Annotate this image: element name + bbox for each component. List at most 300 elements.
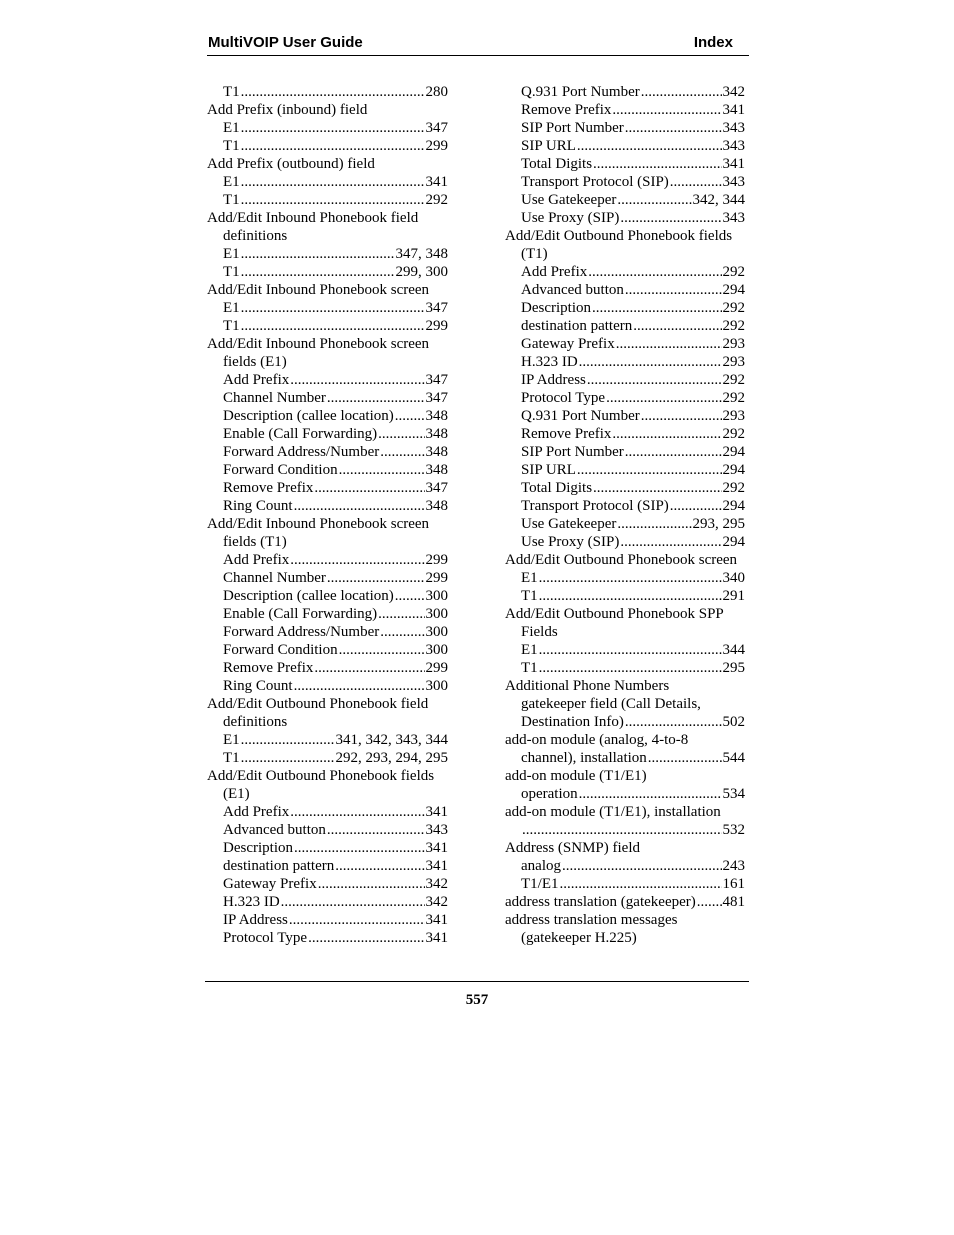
index-page-ref: 341 [722, 156, 745, 172]
index-term: Gateway Prefix [223, 876, 317, 892]
index-entry [207, 209, 448, 227]
page-header [207, 33, 749, 56]
dot-leader [562, 857, 722, 875]
index-term: SIP Port Number [521, 444, 624, 460]
index-entry [505, 209, 745, 227]
dot-leader [294, 677, 425, 695]
index-page-ref: 347 [425, 120, 448, 136]
index-term: Add Prefix (inbound) field [207, 102, 368, 118]
index-entry [207, 677, 448, 695]
index-page-ref: 299 [425, 660, 448, 676]
index-entry [505, 695, 745, 713]
index-page-ref: 292 [722, 300, 745, 316]
index-column-right [505, 83, 745, 947]
dot-leader [380, 623, 424, 641]
index-entry [207, 155, 448, 173]
index-entry [505, 839, 745, 857]
index-term: destination pattern [223, 858, 335, 874]
index-page-ref: 293 [722, 408, 745, 424]
index-page-ref: 348 [425, 462, 448, 478]
index-page-ref: 347 [425, 300, 448, 316]
index-entry [505, 101, 745, 119]
index-term: T1 [223, 84, 240, 100]
index-entry [505, 425, 745, 443]
index-entry [207, 497, 448, 515]
index-term: T1 [223, 138, 240, 154]
index-term: SIP URL [521, 138, 576, 154]
index-entry [207, 767, 448, 785]
dot-leader [335, 857, 424, 875]
index-entry [207, 803, 448, 821]
index-term: E1 [223, 246, 240, 262]
index-term: T1/E1 [521, 876, 559, 892]
index-page-ref: 299 [425, 318, 448, 334]
index-term: Remove Prefix [223, 660, 314, 676]
dot-leader [579, 785, 722, 803]
dot-leader [612, 101, 721, 119]
index-page-ref: 343 [722, 210, 745, 226]
index-page-ref: 293, 295 [692, 516, 745, 532]
footer-rule [205, 981, 749, 982]
index-term: Add Prefix [223, 804, 290, 820]
index-entry [505, 587, 745, 605]
dot-leader [241, 119, 425, 137]
index-term: Protocol Type [521, 390, 606, 406]
dot-leader [241, 731, 335, 749]
index-term: Description (callee location) [223, 408, 394, 424]
index-term: Ring Count [223, 498, 293, 514]
index-term: Q.931 Port Number [521, 84, 640, 100]
dot-leader [593, 479, 721, 497]
index-entry [505, 929, 745, 947]
index-entry [505, 749, 745, 767]
index-entry [207, 929, 448, 947]
index-entry [505, 245, 745, 263]
index-term: Enable (Call Forwarding) [223, 606, 378, 622]
index-entry [207, 911, 448, 929]
index-entry [207, 551, 448, 569]
index-page-ref: 340 [722, 570, 745, 586]
index-term: add-on module (T1/E1), installation [505, 804, 721, 820]
dot-leader [380, 443, 424, 461]
index-page-ref: 342 [722, 84, 745, 100]
index-entry [207, 839, 448, 857]
index-entry [207, 317, 448, 335]
index-term: Channel Number [223, 390, 326, 406]
dot-leader [539, 641, 722, 659]
dot-leader [579, 353, 722, 371]
index-term: Description (callee location) [223, 588, 394, 604]
index-page-ref: 481 [722, 894, 745, 910]
index-term: add-on module (analog, 4-to-8 [505, 732, 689, 748]
dot-leader [339, 461, 425, 479]
index-entry [207, 605, 448, 623]
index-page-ref: 343 [722, 174, 745, 190]
index-entry [505, 155, 745, 173]
index-term: Add/Edit Inbound Phonebook screen [207, 336, 430, 352]
index-page-ref: 341 [425, 912, 448, 928]
dot-leader [617, 191, 691, 209]
index-entry [505, 263, 745, 281]
dot-leader [289, 911, 425, 929]
index-entry [505, 893, 745, 911]
index-term: Add Prefix [223, 552, 290, 568]
index-entry [207, 83, 448, 101]
index-term: E1 [223, 732, 240, 748]
index-entry [505, 731, 745, 749]
dot-leader [593, 155, 721, 173]
index-term: address translation messages [505, 912, 678, 928]
index-entry [207, 515, 448, 533]
index-entry [505, 227, 745, 245]
index-entry [207, 353, 448, 371]
index-entry [505, 911, 745, 929]
index-page-ref: 300 [425, 606, 448, 622]
index-entry [505, 569, 745, 587]
index-entry [207, 875, 448, 893]
dot-leader [318, 875, 425, 893]
dot-leader [539, 659, 722, 677]
page-number: 557 [465, 992, 489, 1008]
index-entry [207, 623, 448, 641]
index-page-ref: 348 [425, 408, 448, 424]
index-page-ref: 295 [722, 660, 745, 676]
index-term: Add/Edit Inbound Phonebook field [207, 210, 419, 226]
index-term: E1 [223, 120, 240, 136]
index-term: Forward Address/Number [223, 444, 380, 460]
index-entry [505, 83, 745, 101]
dot-leader [314, 479, 424, 497]
index-entry [505, 875, 745, 893]
index-page-ref: 294 [722, 282, 745, 298]
dot-leader [577, 461, 722, 479]
index-page-ref: 161 [722, 876, 745, 892]
index-entry [505, 353, 745, 371]
index-entry [505, 389, 745, 407]
index-page-ref: 292 [722, 264, 745, 280]
index-term: IP Address [223, 912, 288, 928]
index-entry [207, 731, 448, 749]
index-term: operation [521, 786, 578, 802]
index-term: T1 [223, 750, 240, 766]
index-term: T1 [521, 660, 538, 676]
index-page-ref: 341 [425, 840, 448, 856]
index-page-ref: 293 [722, 354, 745, 370]
index-page-ref: 341 [425, 174, 448, 190]
index-term: channel), installation [521, 750, 647, 766]
index-entry [207, 137, 448, 155]
index-entry [207, 461, 448, 479]
dot-leader [314, 659, 424, 677]
index-entry [505, 461, 745, 479]
dot-leader [308, 929, 424, 947]
dot-leader [281, 893, 425, 911]
index-term: Add Prefix (outbound) field [207, 156, 375, 172]
index-page-ref: 299, 300 [395, 264, 448, 280]
dot-leader [697, 893, 722, 911]
index-entry [207, 281, 448, 299]
dot-leader [395, 587, 425, 605]
index-entry [505, 785, 745, 803]
index-page-ref: 293 [722, 336, 745, 352]
index-term: fields (E1) [223, 354, 287, 370]
index-page-ref: 343 [722, 120, 745, 136]
index-term: Address (SNMP) field [505, 840, 640, 856]
index-term: gatekeeper field (Call Details, [521, 696, 701, 712]
index-term: Q.931 Port Number [521, 408, 640, 424]
index-entry [207, 785, 448, 803]
index-entry [207, 101, 448, 119]
dot-leader [648, 749, 722, 767]
dot-leader [241, 749, 335, 767]
index-entry [207, 569, 448, 587]
index-entry [505, 713, 745, 731]
dot-leader [670, 497, 722, 515]
index-entry [505, 137, 745, 155]
dot-leader [539, 569, 722, 587]
index-page-ref: 292 [722, 390, 745, 406]
index-term: Add/Edit Outbound Phonebook fields [207, 768, 435, 784]
dot-leader [241, 83, 425, 101]
index-entry [207, 659, 448, 677]
index-term: Forward Address/Number [223, 624, 380, 640]
dot-leader [241, 173, 425, 191]
index-page-ref: 299 [425, 552, 448, 568]
index-entry [207, 893, 448, 911]
dot-leader [327, 821, 425, 839]
index-entry [207, 713, 448, 731]
index-page-ref: 341 [425, 930, 448, 946]
index-entry [505, 173, 745, 191]
index-entry [207, 191, 448, 209]
index-page-ref: 292 [722, 480, 745, 496]
dot-leader [617, 515, 691, 533]
index-term: Total Digits [521, 480, 593, 496]
index-term: H.323 ID [223, 894, 280, 910]
index-entry [505, 515, 745, 533]
dot-leader [241, 245, 395, 263]
index-page-ref: 532 [722, 822, 745, 838]
index-page-ref: 299 [425, 138, 448, 154]
index-term: E1 [223, 174, 240, 190]
index-term: Channel Number [223, 570, 326, 586]
dot-leader [539, 587, 722, 605]
index-entry [207, 821, 448, 839]
index-entry [505, 803, 745, 821]
index-entry [505, 551, 745, 569]
index-page-ref: 344 [722, 642, 745, 658]
index-page-ref: 544 [722, 750, 745, 766]
index-term: T1 [223, 192, 240, 208]
index-page-ref: 300 [425, 678, 448, 694]
index-page-ref: 502 [722, 714, 745, 730]
index-page-ref: 342 [425, 894, 448, 910]
index-entry [207, 227, 448, 245]
dot-leader [670, 173, 722, 191]
index-term: T1 [521, 588, 538, 604]
index-entry [505, 623, 745, 641]
dot-leader [378, 425, 424, 443]
index-term: Advanced button [521, 282, 624, 298]
index-entry [505, 821, 745, 839]
index-term: definitions [223, 714, 288, 730]
index-term: Add/Edit Outbound Phonebook field [207, 696, 429, 712]
dot-leader [625, 281, 722, 299]
index-page-ref: 300 [425, 642, 448, 658]
index-entry [505, 317, 745, 335]
index-entry [207, 389, 448, 407]
index-term: Remove Prefix [223, 480, 314, 496]
index-term: Add/Edit Inbound Phonebook screen [207, 516, 430, 532]
index-term: (gatekeeper H.225) [521, 930, 637, 946]
dot-leader [612, 425, 721, 443]
index-page-ref: 347 [425, 372, 448, 388]
index-term: T1 [223, 318, 240, 334]
index-page-ref: 341, 342, 343, 344 [335, 732, 448, 748]
index-entry [505, 659, 745, 677]
dot-leader [587, 371, 722, 389]
index-page-ref: 342 [425, 876, 448, 892]
dot-leader [588, 263, 721, 281]
index-entry [207, 371, 448, 389]
index-page-ref: 292 [722, 426, 745, 442]
index-entry [505, 371, 745, 389]
index-term: E1 [223, 300, 240, 316]
index-term: Add Prefix [521, 264, 588, 280]
dot-leader [522, 821, 722, 839]
index-entry [505, 191, 745, 209]
dot-leader [620, 533, 721, 551]
index-term: E1 [521, 570, 538, 586]
index-term: Transport Protocol (SIP) [521, 174, 669, 190]
index-entry [207, 533, 448, 551]
index-term: Use Proxy (SIP) [521, 210, 620, 226]
index-page-ref: 243 [722, 858, 745, 874]
index-entry [207, 641, 448, 659]
index-page-ref: 534 [722, 786, 745, 802]
index-term: (T1) [521, 246, 548, 262]
index-term: Destination Info) [521, 714, 624, 730]
index-term: T1 [223, 264, 240, 280]
index-term: Remove Prefix [521, 102, 612, 118]
index-entry [505, 335, 745, 353]
dot-leader [327, 569, 425, 587]
index-page-ref: 300 [425, 624, 448, 640]
index-page-ref: 341 [425, 804, 448, 820]
index-term: fields (T1) [223, 534, 287, 550]
index-entry [207, 335, 448, 353]
dot-leader [395, 407, 425, 425]
index-entry [505, 857, 745, 875]
index-entry [505, 479, 745, 497]
dot-leader [290, 551, 424, 569]
index-page-ref: 294 [722, 462, 745, 478]
index-term: E1 [521, 642, 538, 658]
index-page-ref: 342, 344 [692, 192, 745, 208]
dot-leader [241, 263, 395, 281]
index-page-ref: 294 [722, 498, 745, 514]
dot-leader [625, 713, 722, 731]
index-page-ref: 347 [425, 390, 448, 406]
index-page-ref: 341 [722, 102, 745, 118]
index-page-ref: 292 [722, 372, 745, 388]
index-term: address translation (gatekeeper) [505, 894, 696, 910]
index-term: Use Proxy (SIP) [521, 534, 620, 550]
index-page-ref: 348 [425, 444, 448, 460]
index-entry [207, 173, 448, 191]
dot-leader [294, 839, 425, 857]
dot-leader [592, 299, 722, 317]
index-column-left [207, 83, 448, 947]
index-entry [207, 749, 448, 767]
index-term: Additional Phone Numbers [505, 678, 670, 694]
index-entry [505, 407, 745, 425]
index-page-ref: 294 [722, 444, 745, 460]
index-page-ref: 343 [722, 138, 745, 154]
index-term: Add/Edit Outbound Phonebook SPP [505, 606, 724, 622]
index-entry [207, 245, 448, 263]
index-term: destination pattern [521, 318, 633, 334]
index-page-ref: 343 [425, 822, 448, 838]
dot-leader [241, 317, 425, 335]
index-term: definitions [223, 228, 288, 244]
index-term: Add/Edit Inbound Phonebook screen [207, 282, 430, 298]
dot-leader [625, 443, 722, 461]
dot-leader [290, 803, 424, 821]
dot-leader [241, 191, 425, 209]
index-entry [505, 443, 745, 461]
index-term: Add/Edit Outbound Phonebook screen [505, 552, 738, 568]
index-page-ref: 347, 348 [395, 246, 448, 262]
dot-leader [633, 317, 721, 335]
index-term: Add/Edit Outbound Phonebook fields [505, 228, 733, 244]
index-entry [505, 497, 745, 515]
index-term: Use Gatekeeper [521, 516, 617, 532]
index-page-ref: 292, 293, 294, 295 [335, 750, 448, 766]
index-entry [505, 119, 745, 137]
index-term: Transport Protocol (SIP) [521, 498, 669, 514]
dot-leader [290, 371, 424, 389]
dot-leader [620, 209, 721, 227]
index-entry [207, 857, 448, 875]
dot-leader [241, 137, 425, 155]
dot-leader [327, 389, 425, 407]
index-term: Remove Prefix [521, 426, 612, 442]
index-entry [207, 425, 448, 443]
index-term: IP Address [521, 372, 586, 388]
index-term: Enable (Call Forwarding) [223, 426, 378, 442]
index-entry [207, 299, 448, 317]
index-entry [207, 407, 448, 425]
index-page-ref: 291 [722, 588, 745, 604]
dot-leader [641, 407, 722, 425]
index-entry [505, 605, 745, 623]
index-term: Protocol Type [223, 930, 308, 946]
index-term: SIP Port Number [521, 120, 624, 136]
index-page-ref: 348 [425, 498, 448, 514]
section-title: Index [693, 34, 733, 51]
dot-leader [625, 119, 722, 137]
index-term: Description [223, 840, 293, 856]
dot-leader [641, 83, 722, 101]
index-term: Description [521, 300, 591, 316]
index-entry [505, 677, 745, 695]
dot-leader [241, 299, 425, 317]
index-page-ref: 300 [425, 588, 448, 604]
dot-leader [294, 497, 425, 515]
index-term: Fields [521, 624, 558, 640]
index-term: Total Digits [521, 156, 593, 172]
